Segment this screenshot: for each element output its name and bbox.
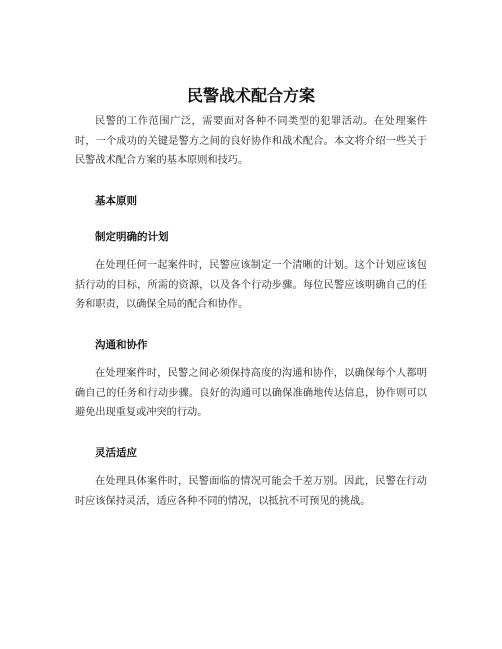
intro-paragraph: 民警的工作范围广泛，需要面对各种不同类型的犯罪活动。在处理案件时，一个成功的关键是警方之间的良好协作和战术配合。本文将介绍一些关于民警战术配合方案的基本原则和技巧。 — [75, 116, 427, 166]
section-body-communication: 在处理案件时，民警之间必须保持高度的沟通和协作，以确保每个人都明确自己的任务和行动步骤。良好的沟通可以确保准确地传达信息，协作则可以避免出现重复或冲突的行动。 — [75, 368, 427, 418]
section-body-flexibility: 在处理具体案件时，民警面临的情况可能会千差万别。因此，民警在行动时应该保持灵活，适应各种不同的情况，以抵抗不可预见的挑战。 — [75, 476, 427, 507]
section-heading-flexibility: 灵活适应 — [95, 447, 137, 459]
section-body-clear-plan: 在处理任何一起案件时，民警应该制定一个清晰的计划。这个计划应该包括行动的目标，所需的资源，以及各个行动步骤。每位民警应该明确自己的任务和职责，以确保全局的配合和协作。 — [75, 260, 427, 310]
section-heading-basic-principles: 基本原则 — [95, 195, 137, 207]
document-title: 民警战术配合方案 — [186, 86, 315, 105]
section-heading-communication: 沟通和协作 — [95, 339, 148, 351]
section-heading-clear-plan: 制定明确的计划 — [95, 231, 169, 243]
